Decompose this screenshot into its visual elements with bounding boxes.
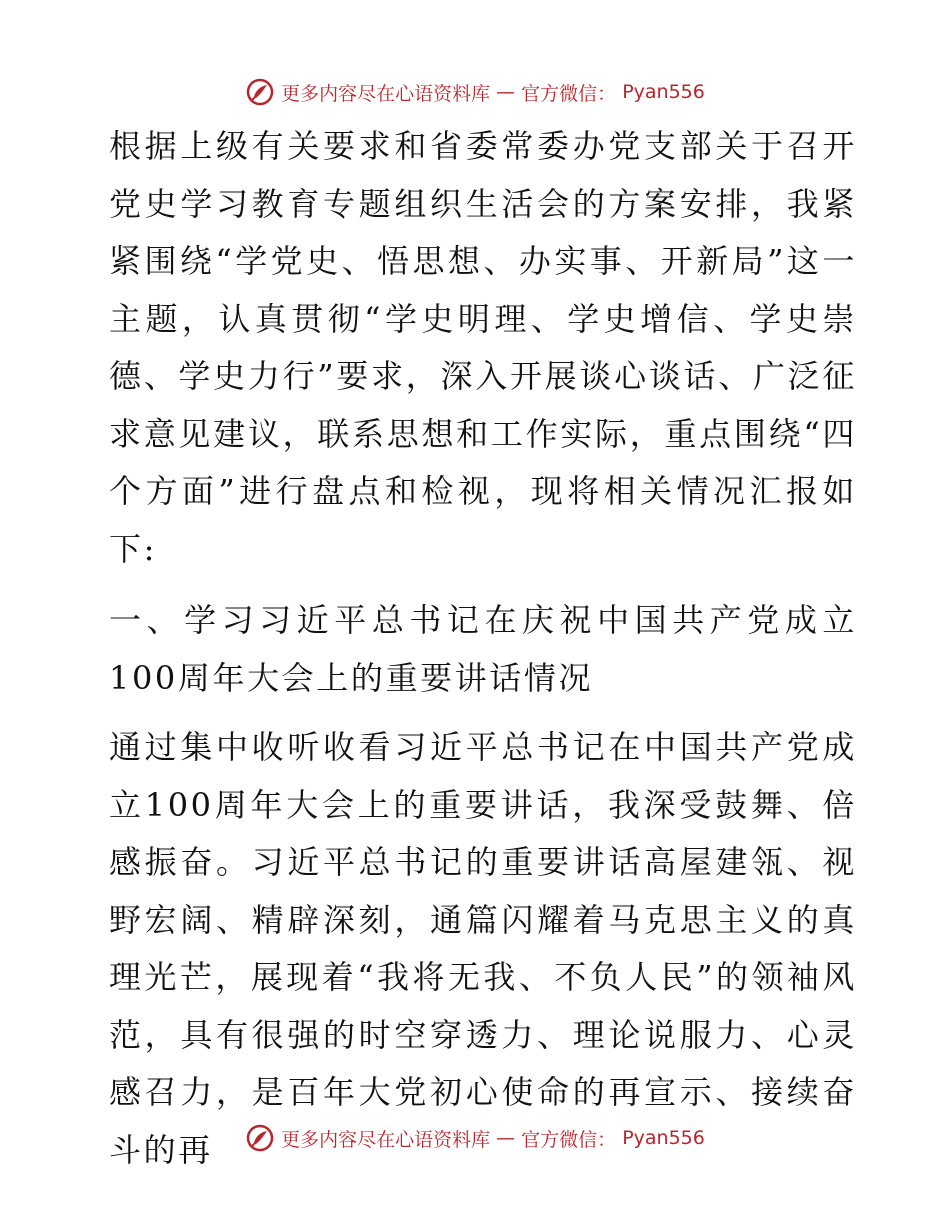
watermark-dash: —	[496, 1127, 516, 1149]
watermark-label: 官方微信：	[521, 1128, 617, 1151]
section-heading: 一、学习习近平总书记在庆祝中国共产党成立100周年大会上的重要讲话情况	[109, 601, 857, 697]
watermark-dash: —	[496, 81, 516, 103]
watermark-text: 更多内容尽在心语资料库	[281, 82, 491, 105]
header-watermark	[0, 72, 950, 112]
logo-icon	[245, 1123, 275, 1153]
section-paragraph: 通过集中收听收看习近平总书记在中国共产党成立100周年大会上的重要讲话，我深受鼓舞、倍感振奋。习近平总书记的重要讲话高屋建瓴、视野宏阔、精辟深刻，通篇闪耀着马克思主义的真理光芒，展现着“我将无我、不负人民”的领袖风范，具有很强的时空穿透力、理论说服力、心灵感召力，是百年大党初心使命的再宣示、接续奋斗的再	[109, 728, 857, 1169]
watermark-handle: Pyan556	[622, 1127, 705, 1149]
watermark-label: 官方微信：	[521, 82, 617, 105]
logo-icon	[245, 77, 275, 107]
footer-watermark	[0, 1118, 950, 1158]
watermark-text: 更多内容尽在心语资料库	[281, 1128, 491, 1151]
watermark-handle: Pyan556	[622, 81, 705, 103]
intro-paragraph: 根据上级有关要求和省委常委办党支部关于召开党史学习教育专题组织生活会的方案安排，我紧紧围绕“学党史、悟思想、办实事、开新局”这一主题，认真贯彻“学史明理、学史增信、学史崇德、学史力行”要求，深入开展谈心谈话、广泛征求意见建议，联系思想和工作实际，重点围绕“四个方面”进行盘点和检视，现将相关情况汇报如下:	[109, 127, 857, 568]
document-body	[97, 118, 857, 1179]
